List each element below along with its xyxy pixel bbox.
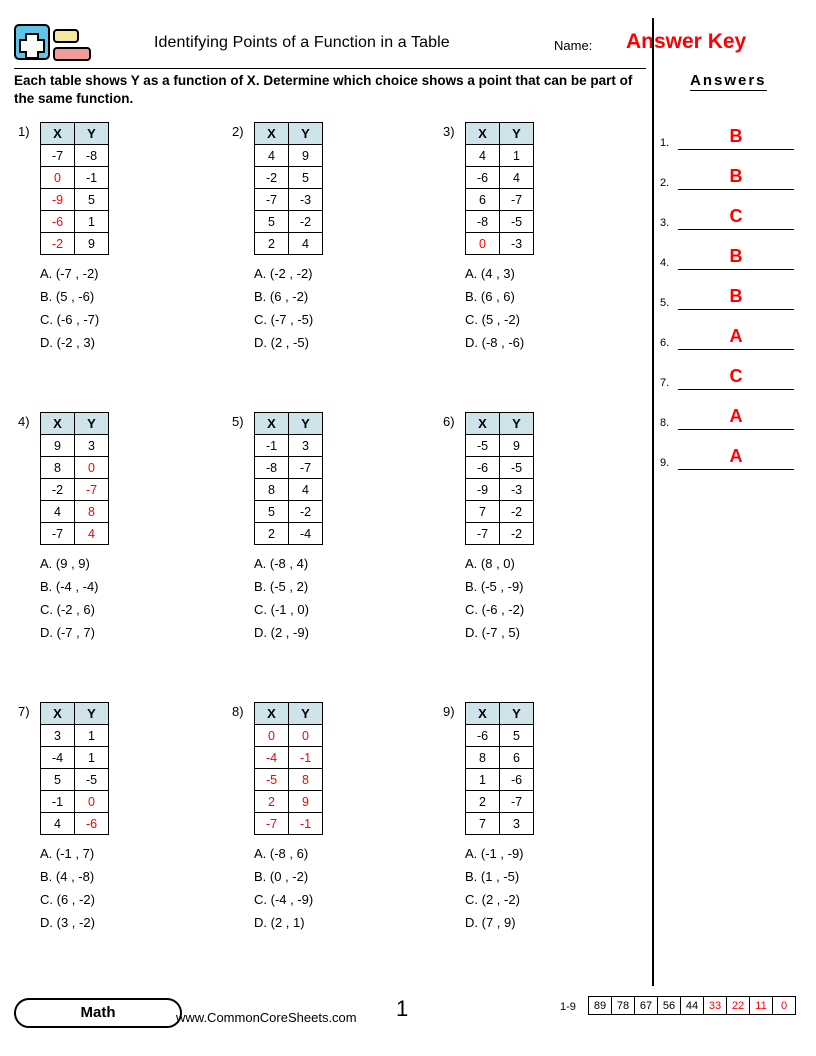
choice-a[interactable]: A. (9 , 9): [40, 556, 90, 571]
function-table: [254, 702, 323, 835]
commoncoresheets-logo-icon: [14, 24, 92, 68]
cell-x: 8: [41, 457, 75, 479]
cell-x: -5: [255, 769, 289, 791]
cell-x: 3: [41, 725, 75, 747]
table-row: [255, 501, 323, 523]
cell-y: -4: [289, 523, 323, 545]
cell-x: 0: [466, 233, 500, 255]
score-cell: 11: [750, 997, 773, 1015]
cell-y: -1: [75, 167, 109, 189]
table-row: [255, 189, 323, 211]
choice-c[interactable]: C. (-2 , 6): [40, 602, 95, 617]
problem-number: 7): [18, 704, 30, 719]
score-cell: 44: [681, 997, 704, 1015]
table-header-y: Y: [75, 703, 109, 725]
cell-y: -1: [289, 747, 323, 769]
table-row: [466, 233, 534, 255]
table-row: [41, 813, 109, 835]
answer-number: 2.: [660, 177, 670, 189]
table-row: [255, 211, 323, 233]
answer-number: 5.: [660, 297, 670, 309]
cell-x: -7: [255, 813, 289, 835]
problem-number: 2): [232, 124, 244, 139]
table-header-y: Y: [500, 413, 534, 435]
cell-x: -6: [466, 457, 500, 479]
cell-y: -1: [289, 813, 323, 835]
cell-x: 4: [255, 145, 289, 167]
table-row: [466, 435, 534, 457]
cell-y: -6: [75, 813, 109, 835]
answers-heading: Answers: [690, 72, 767, 89]
table-row: [255, 457, 323, 479]
cell-x: 4: [41, 501, 75, 523]
choice-list: [465, 552, 524, 644]
cell-x: 2: [255, 233, 289, 255]
cell-y: 1: [75, 211, 109, 233]
score-cell: 0: [773, 997, 796, 1015]
cell-x: -1: [41, 791, 75, 813]
cell-x: 5: [255, 501, 289, 523]
table-row: [466, 769, 534, 791]
cell-y: 4: [289, 233, 323, 255]
page-header: [14, 24, 747, 68]
answer-number: 7.: [660, 377, 670, 389]
table-header-x: X: [41, 123, 75, 145]
cell-x: -6: [466, 725, 500, 747]
cell-x: 7: [466, 501, 500, 523]
score-cell: 33: [704, 997, 727, 1015]
answer-value: A: [729, 446, 743, 466]
choice-d[interactable]: D. (-8 , -6): [465, 335, 525, 350]
cell-x: 9: [41, 435, 75, 457]
cell-x: -6: [466, 167, 500, 189]
table-row: [255, 791, 323, 813]
table-row: [255, 233, 323, 255]
choice-c[interactable]: C. (-6 , -2): [465, 602, 525, 617]
answer-number: 3.: [660, 217, 670, 229]
choice-b[interactable]: B. (1 , -5): [465, 869, 520, 884]
table-row: [466, 791, 534, 813]
cell-x: -9: [41, 189, 75, 211]
cell-x: 7: [466, 813, 500, 835]
cell-x: 8: [255, 479, 289, 501]
cell-y: 9: [500, 435, 534, 457]
table-row: [255, 747, 323, 769]
cell-y: -2: [289, 501, 323, 523]
table-row: [466, 747, 534, 769]
cell-x: -2: [41, 233, 75, 255]
cell-x: -8: [466, 211, 500, 233]
cell-x: 8: [466, 747, 500, 769]
cell-y: -6: [500, 769, 534, 791]
answer-value: A: [729, 406, 743, 426]
table-row: [255, 725, 323, 747]
choice-b[interactable]: B. (4 , -8): [40, 869, 95, 884]
answer-row: [660, 110, 794, 150]
table-row: [41, 479, 109, 501]
choice-b[interactable]: B. (6 , -2): [254, 289, 309, 304]
cell-x: 5: [255, 211, 289, 233]
table-row: [466, 457, 534, 479]
answer-row: [660, 230, 794, 270]
table-row: [466, 479, 534, 501]
choice-d[interactable]: D. (2 , -5): [254, 335, 309, 350]
table-row: [466, 523, 534, 545]
table-row: [466, 211, 534, 233]
score-cell: 89: [589, 997, 612, 1015]
choice-list: [254, 262, 313, 354]
score-range-label: 1-9: [560, 1001, 576, 1013]
cell-y: 5: [75, 189, 109, 211]
table-header-x: X: [466, 413, 500, 435]
function-table: [40, 122, 109, 255]
choice-b[interactable]: B. (0 , -2): [254, 869, 309, 884]
cell-x: -2: [255, 167, 289, 189]
table-row: [41, 233, 109, 255]
cell-y: 4: [75, 523, 109, 545]
score-cell: 22: [727, 997, 750, 1015]
table-row: [41, 457, 109, 479]
function-table: [40, 412, 109, 545]
table-row: [466, 189, 534, 211]
choice-a[interactable]: A. (8 , 0): [465, 556, 515, 571]
problem-number: 4): [18, 414, 30, 429]
answer-value: B: [729, 246, 743, 266]
cell-y: 1: [500, 145, 534, 167]
cell-y: 1: [75, 747, 109, 769]
cell-x: 4: [41, 813, 75, 835]
cell-x: 1: [466, 769, 500, 791]
problem-number: 3): [443, 124, 455, 139]
cell-y: -7: [500, 189, 534, 211]
cell-y: 3: [75, 435, 109, 457]
table-header-y: Y: [289, 703, 323, 725]
choice-b[interactable]: B. (-5 , 2): [254, 579, 309, 594]
cell-x: 2: [255, 523, 289, 545]
answer-key-label: Answer Key: [626, 30, 747, 53]
score-cell: 56: [658, 997, 681, 1015]
choice-b[interactable]: B. (5 , -6): [40, 289, 95, 304]
table-header-y: Y: [75, 123, 109, 145]
choice-a[interactable]: A. (4 , 3): [465, 266, 515, 281]
cell-y: 9: [289, 791, 323, 813]
answer-number: 4.: [660, 257, 670, 269]
cell-x: -5: [466, 435, 500, 457]
cell-y: 5: [500, 725, 534, 747]
cell-x: -7: [466, 523, 500, 545]
cell-x: -9: [466, 479, 500, 501]
choice-b[interactable]: B. (6 , 6): [465, 289, 515, 304]
table-header-x: X: [255, 123, 289, 145]
table-header-x: X: [41, 413, 75, 435]
cell-y: -3: [500, 233, 534, 255]
table-row: [255, 769, 323, 791]
table-row: [255, 813, 323, 835]
table-row: [466, 813, 534, 835]
choice-a[interactable]: A. (-2 , -2): [254, 266, 313, 281]
table-header-y: Y: [75, 413, 109, 435]
score-cell: 78: [612, 997, 635, 1015]
site-url: www.CommonCoreSheets.com: [176, 1010, 357, 1025]
answer-row: [660, 350, 794, 390]
problem-number: 8): [232, 704, 244, 719]
function-table: [465, 412, 534, 545]
answer-line: [678, 469, 794, 470]
cell-x: -7: [41, 523, 75, 545]
cell-y: -5: [500, 211, 534, 233]
cell-x: 0: [255, 725, 289, 747]
cell-y: -7: [289, 457, 323, 479]
answer-number: 8.: [660, 417, 670, 429]
table-header-x: X: [466, 703, 500, 725]
cell-x: 6: [466, 189, 500, 211]
cell-x: -2: [41, 479, 75, 501]
cell-y: 5: [289, 167, 323, 189]
function-table: [254, 122, 323, 255]
table-header-x: X: [41, 703, 75, 725]
cell-x: 4: [466, 145, 500, 167]
table-row: [41, 769, 109, 791]
answers-divider: [652, 18, 654, 986]
answer-value: B: [729, 126, 743, 146]
cell-y: 9: [289, 145, 323, 167]
choice-d[interactable]: D. (-2 , 3): [40, 335, 95, 350]
cell-y: -8: [75, 145, 109, 167]
cell-y: 3: [289, 435, 323, 457]
choice-list: [465, 262, 524, 354]
table-row: [466, 167, 534, 189]
page-number: 1: [396, 996, 409, 1021]
function-table: [465, 122, 534, 255]
cell-x: -4: [255, 747, 289, 769]
cell-y: -2: [289, 211, 323, 233]
header-divider: [14, 68, 646, 69]
cell-x: -8: [255, 457, 289, 479]
choice-c[interactable]: C. (-6 , -7): [40, 312, 100, 327]
table-header-y: Y: [289, 413, 323, 435]
cell-y: -5: [500, 457, 534, 479]
cell-y: 0: [289, 725, 323, 747]
table-row: [41, 189, 109, 211]
table-header-x: X: [466, 123, 500, 145]
choice-list: [254, 552, 309, 644]
choice-a[interactable]: A. (-8 , 4): [254, 556, 309, 571]
table-row: [255, 523, 323, 545]
table-row: [41, 501, 109, 523]
choice-d[interactable]: D. (2 , 1): [254, 915, 305, 930]
cell-y: 9: [75, 233, 109, 255]
function-table: [40, 702, 109, 835]
choice-d[interactable]: D. (3 , -2): [40, 915, 95, 930]
cell-y: -5: [75, 769, 109, 791]
cell-y: 8: [289, 769, 323, 791]
problem-number: 9): [443, 704, 455, 719]
cell-y: 4: [289, 479, 323, 501]
instructions-text: Each table shows Y as a function of X. Determine which choice shows a point that can be part of the same function.: [14, 73, 633, 106]
cell-y: -2: [500, 523, 534, 545]
cell-x: -7: [255, 189, 289, 211]
table-row: [41, 725, 109, 747]
table-row: [255, 145, 323, 167]
name-label: Name:: [554, 38, 593, 53]
table-row: [255, 479, 323, 501]
table-row: [255, 167, 323, 189]
score-table: [588, 996, 796, 1015]
table-row: [255, 435, 323, 457]
table-header-x: X: [255, 413, 289, 435]
choice-list: [40, 262, 99, 354]
choice-a[interactable]: A. (-1 , -9): [465, 846, 524, 861]
choice-a[interactable]: A. (-1 , 7): [40, 846, 95, 861]
problem-number: 5): [232, 414, 244, 429]
choice-list: [40, 552, 99, 644]
table-row: [41, 791, 109, 813]
answer-row: [660, 390, 794, 430]
answer-number: 1.: [660, 137, 670, 149]
answer-value: C: [729, 206, 743, 226]
cell-y: 6: [500, 747, 534, 769]
choice-b[interactable]: B. (-4 , -4): [40, 579, 99, 594]
answer-row: [660, 150, 794, 190]
cell-x: -6: [41, 211, 75, 233]
choice-list: [254, 842, 313, 934]
score-cell: 67: [635, 997, 658, 1015]
answer-value: B: [729, 166, 743, 186]
cell-y: 0: [75, 457, 109, 479]
choice-c[interactable]: C. (-4 , -9): [254, 892, 314, 907]
choice-b[interactable]: B. (-5 , -9): [465, 579, 524, 594]
cell-y: -7: [75, 479, 109, 501]
cell-y: -3: [289, 189, 323, 211]
answer-row: [660, 190, 794, 230]
cell-x: 2: [255, 791, 289, 813]
table-row: [466, 501, 534, 523]
answer-row: [660, 310, 794, 350]
table-row: [41, 211, 109, 233]
choice-a[interactable]: A. (-8 , 6): [254, 846, 309, 861]
choice-c[interactable]: C. (-1 , 0): [254, 602, 309, 617]
table-row: [466, 145, 534, 167]
problem-number: 1): [18, 124, 30, 139]
subject-label: Math: [80, 1004, 116, 1021]
choice-c[interactable]: C. (6 , -2): [40, 892, 95, 907]
table-row: [41, 523, 109, 545]
answer-row: [660, 430, 794, 470]
table-row: [41, 145, 109, 167]
cell-y: 0: [75, 791, 109, 813]
answer-value: B: [729, 286, 743, 306]
table-header-y: Y: [500, 123, 534, 145]
answer-value: C: [729, 366, 743, 386]
table-header-y: Y: [289, 123, 323, 145]
cell-x: -4: [41, 747, 75, 769]
choice-d[interactable]: D. (7 , 9): [465, 915, 516, 930]
table-row: [41, 747, 109, 769]
answer-number: 9.: [660, 457, 670, 469]
page-title: Identifying Points of a Function in a Table: [154, 34, 450, 51]
table-row: [41, 435, 109, 457]
table-row: [41, 167, 109, 189]
choice-c[interactable]: C. (2 , -2): [465, 892, 520, 907]
table-header-y: Y: [500, 703, 534, 725]
cell-y: 1: [75, 725, 109, 747]
choice-d[interactable]: D. (-7 , 5): [465, 625, 520, 640]
function-table: [254, 412, 323, 545]
cell-y: 3: [500, 813, 534, 835]
answer-number: 6.: [660, 337, 670, 349]
table-header-x: X: [255, 703, 289, 725]
cell-x: -1: [255, 435, 289, 457]
choice-c[interactable]: C. (-7 , -5): [254, 312, 314, 327]
cell-y: 8: [75, 501, 109, 523]
problem-number: 6): [443, 414, 455, 429]
choice-list: [465, 842, 524, 934]
cell-x: 5: [41, 769, 75, 791]
cell-y: -2: [500, 501, 534, 523]
choice-c[interactable]: C. (5 , -2): [465, 312, 520, 327]
cell-y: 4: [500, 167, 534, 189]
answer-row: [660, 270, 794, 310]
choice-d[interactable]: D. (-7 , 7): [40, 625, 95, 640]
table-row: [466, 725, 534, 747]
cell-y: -3: [500, 479, 534, 501]
choice-d[interactable]: D. (2 , -9): [254, 625, 309, 640]
cell-x: 0: [41, 167, 75, 189]
cell-x: 2: [466, 791, 500, 813]
choice-a[interactable]: A. (-7 , -2): [40, 266, 99, 281]
cell-y: -7: [500, 791, 534, 813]
cell-x: -7: [41, 145, 75, 167]
function-table: [465, 702, 534, 835]
subject-badge: [14, 998, 182, 1028]
choice-list: [40, 842, 95, 934]
answer-value: A: [729, 326, 743, 346]
